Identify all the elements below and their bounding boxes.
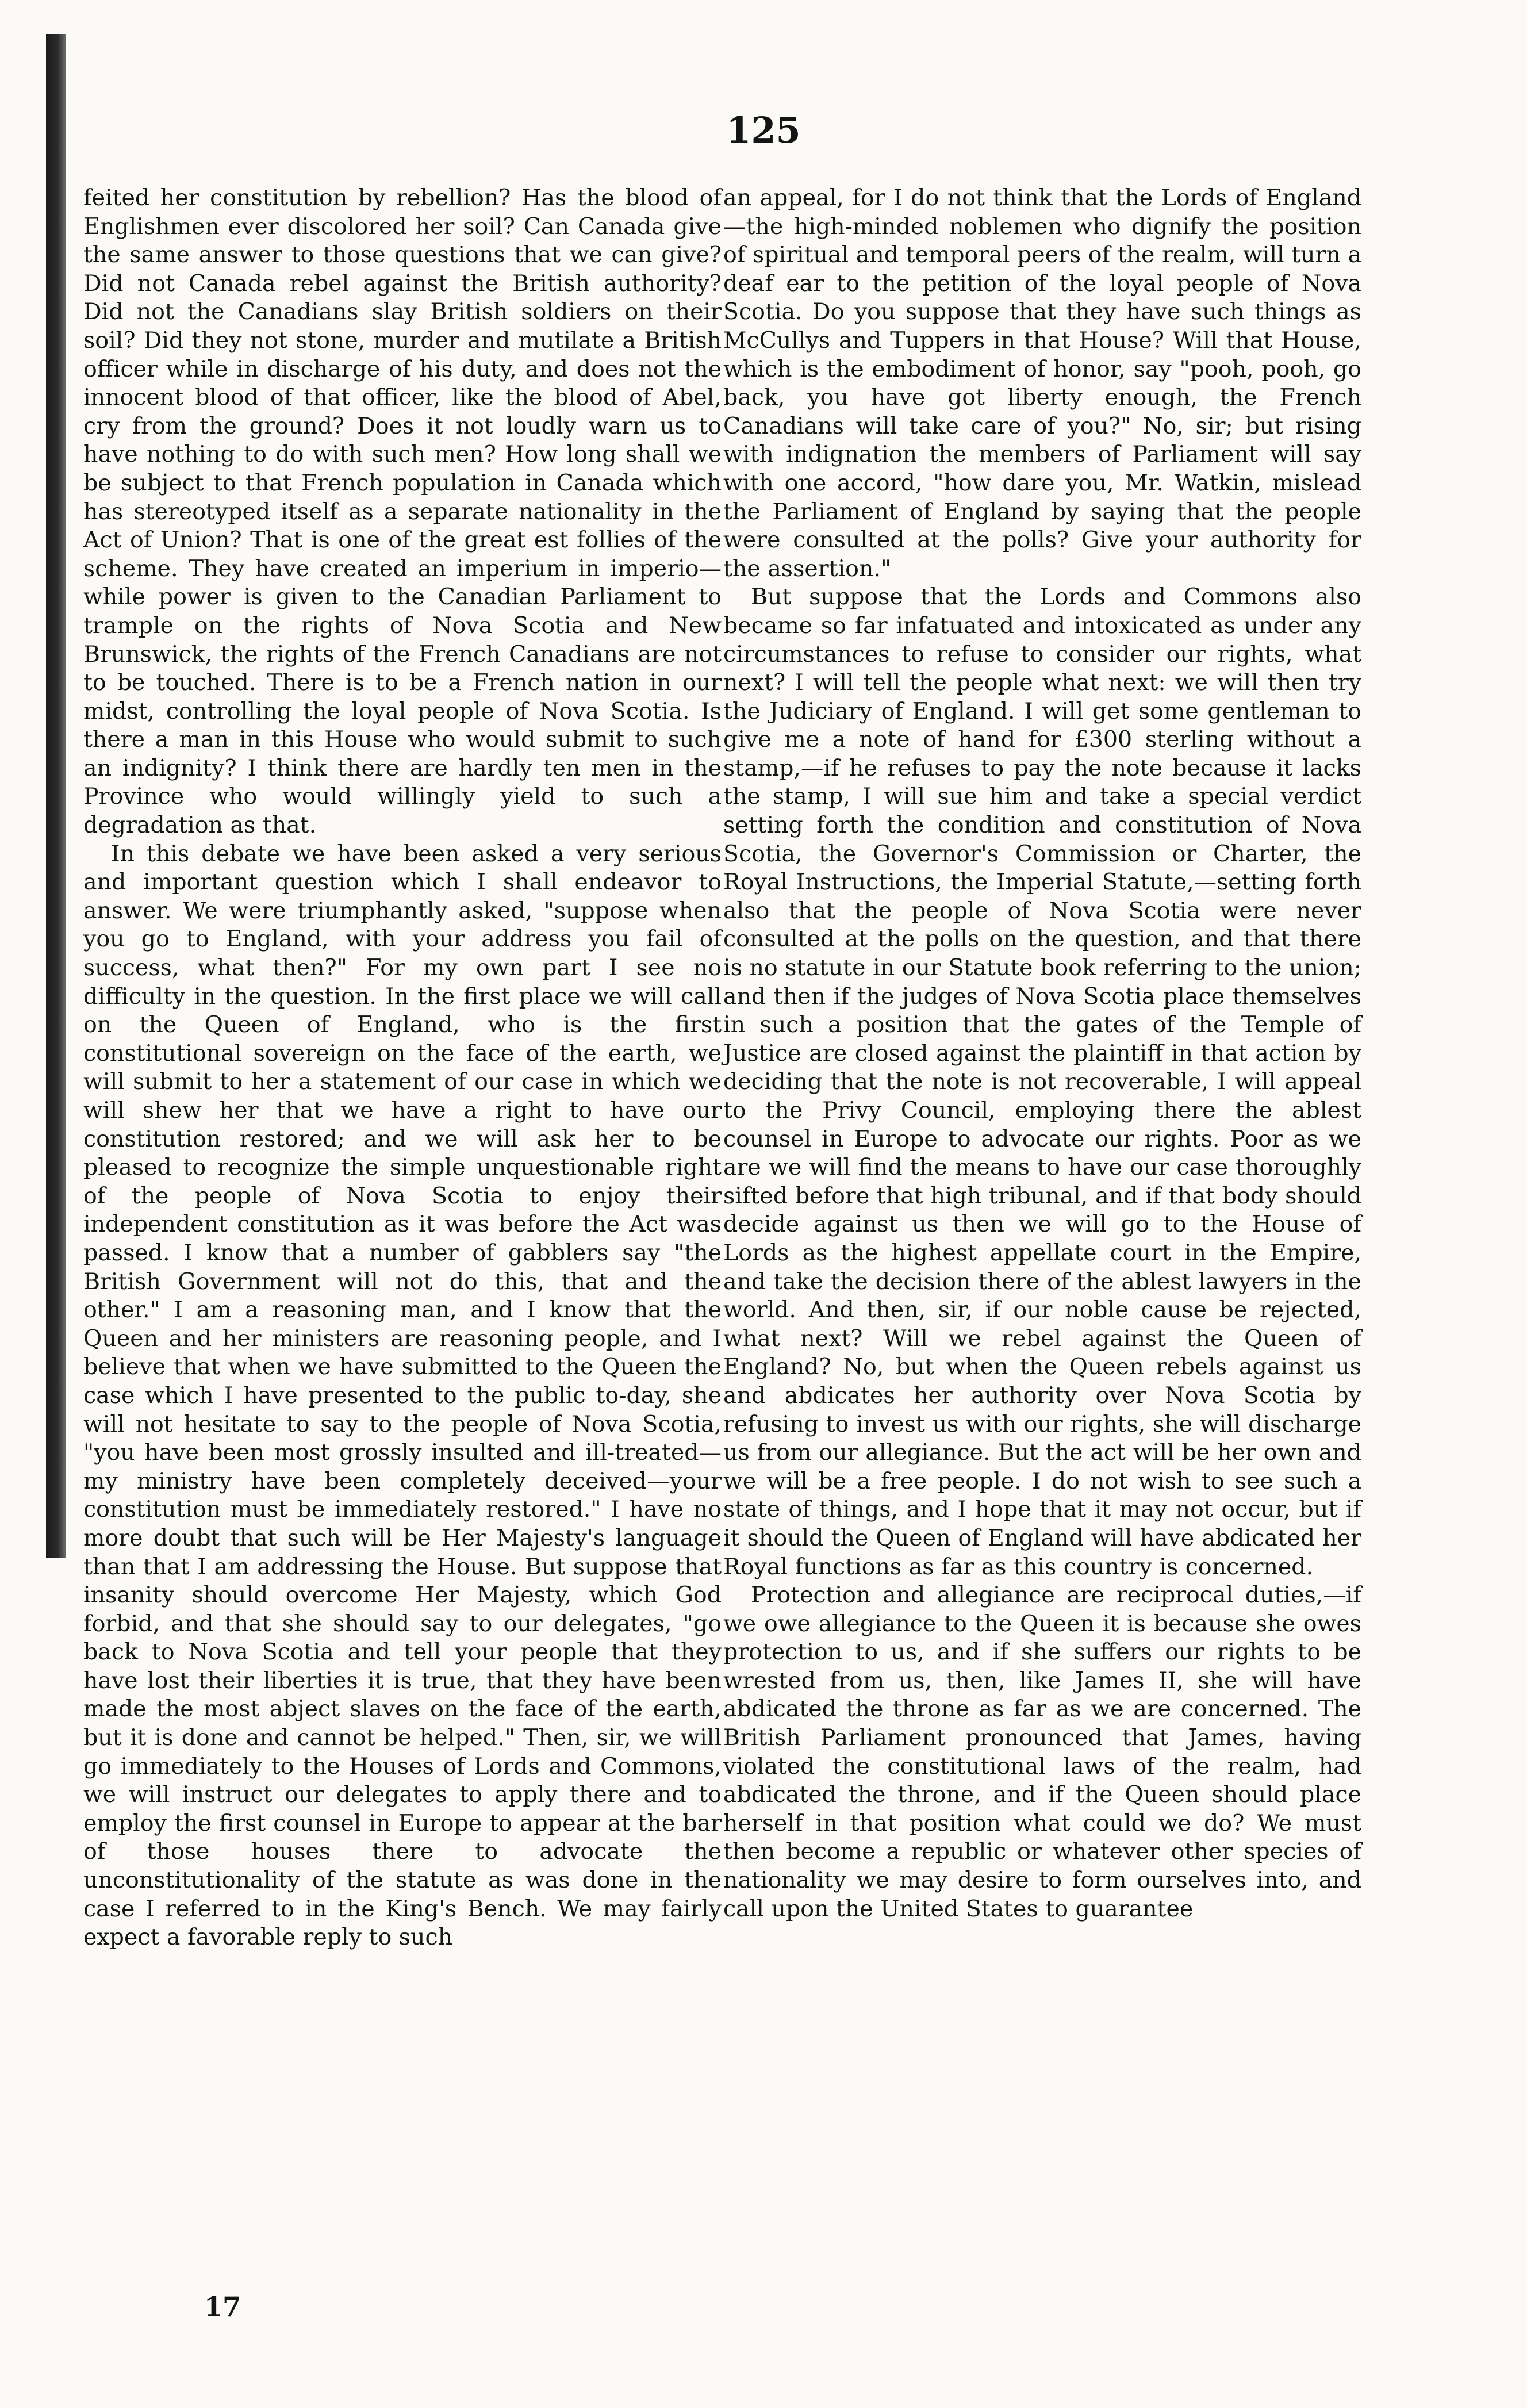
paragraph-continued: an appeal, for I do not think that the Lords of England—the high-minded noblemen who dignify the position of spiritual and temporal peers of the realm, will turn a deaf ear to the petition of the loyal people of Nova Scotia. Do you suppose that they have such things as McCullys and Tuppers in that House? Will that House, which is the embodiment of honor, say "pooh, pooh, go back, you have got liberty enough, the French Canadians will take care of you?" No, sir; but rising with indignation the members of Parliament will say with one accord, "how dare you, Mr. Watkin, mislead the Parliament of England by saying that the people were consulted at the polls? Give your authority for the assertion." <box>723 185 1361 582</box>
signature-mark: 17 <box>204 2291 241 2322</box>
paragraph-continued: feited her constitution by rebellion? Has the blood of Englishmen ever discolored her soil? Can Canada give the same answer to those questions that we can give? Did not Canada rebel against the British authority? Did not the Canadians slay British soldiers on their soil? Did they not stone, murder and mutilate a British officer while in discharge of his duty, and does not the innocent blood of that officer, like the blood of Abel, cry from the ground? Does it not loudly warn us to have nothing to do with such men? How long shall we be subject to that French population in Canada which has stereotyped itself as a separate nationality in the Act of Union? That is one of the great est follies of the scheme. They have created an imperium in imperio—while power is given to the Canadian Parliament to trample on the rights of Nova Scotia and New Brunswick, the rights of the French Canadians are not to be touched. There is to be a French nation in our midst, controlling the loyal people of Nova Scotia. Is there a man in this House who would submit to such an indignity? I think there are hardly ten men in the Province who would willingly yield to such a degradation as that. <box>83 185 722 839</box>
right-column <box>723 184 1361 1923</box>
paragraph: Protection and allegiance are reciprocal duties,—if we owe allegiance to the Queen it is because she owes protection to us, and if she suffers our rights to be wrested from us, then, like James II, she will have abdicated the throne as far as we are concerned. The British Parliament pronounced that James, having violated the constitutional laws of the realm, had abdicated the throne, and if the Queen should place herself in that position what could we do? We must then become a republic or whatever other species of nationality we may desire to form ourselves into, and call upon the United States to guarantee <box>723 1582 1361 1922</box>
left-column <box>83 184 722 1952</box>
paragraph: But suppose that the Lords and Commons also became so far infatuated and intoxicated as under any circumstances to refuse to consider our rights, what next? I will tell the people what next: we will then try the Judiciary of England. I will get some gentleman to give me a note of hand for £300 sterling without a stamp,—if he refuses to pay the note because it lacks the stamp, I will sue him and take a special verdict setting forth the condition and constitution of Nova Scotia, the Governor's Commission or Charter, the Royal Instructions, the Imperial Statute,—setting forth also that the people of Nova Scotia were never consulted at the polls on the question, and that there is no statute in our Statute book referring to the union; and then if the judges of Nova Scotia place themselves in such a position that the gates of the Temple of Justice are closed against the plaintiff in that action by deciding that the note is not recoverable, I will appeal to the Privy Council, employing there the ablest counsel in Europe to advocate our rights. Poor as we are we will find the means to have our case thoroughly sifted before that high tribunal, and if that body should decide against us then we will go to the House of Lords as the highest appellate court in the Empire, and take the decision there of the ablest lawyers in the world. And then, sir, if our noble cause be rejected, what next? Will we rebel against the Queen of England? No, but when the Queen rebels against us and abdicates her authority over Nova Scotia by refusing to invest us with our rights, she will discharge us from our allegiance. But the act will be her own and we will be a free people. I do not wish to see such a state of things, and I hope that it may not occur, but if it should the Queen of England will have abdicated her Royal functions as far as this country is concerned. <box>723 584 1361 1580</box>
binding-shadow <box>46 34 66 1558</box>
paragraph: In this debate we have been asked a very serious and important question which I shall endeavor to answer. We were triumphantly asked, "suppose when you go to England, with your address you fail of success, what then?" For my own part I see no difficulty in the question. In the first place we will call on the Queen of England, who is the first constitutional sovereign on the face of the earth, we will submit to her a statement of our case in which we will shew her that we have a right to have our constitution restored; and we will ask her to be pleased to recognize the simple unquestionable right of the people of Nova Scotia to enjoy their independent constitution as it was before the Act was passed. I know that a number of gabblers say "the British Government will not do this, that and the other." I am a reasoning man, and I know that the Queen and her ministers are reasoning people, and I believe that when we have submitted to the Queen the case which I have presented to the public to-day, she will not hesitate to say to the people of Nova Scotia, "you have been most grossly insulted and ill-treated—my ministry have been completely deceived—your constitution must be immediately restored." I have no more doubt that such will be Her Majesty's language than that I am addressing the House. But suppose that insanity should overcome Her Majesty, which God forbid, and that she should say to our delegates, "go back to Nova Scotia and tell your people that they have lost their liberties it is true, that they have been made the most abject slaves on the face of the earth, but it is done and cannot be helped." Then, sir, we will go immediately to the Houses of Lords and Commons, we will instruct our delegates to apply there and to employ the first counsel in Europe to appear at the bar of those houses there to advocate the unconstitutionality of the statute as was done in the case I referred to in the King's Bench. We may fairly expect a favorable reply to such <box>83 840 722 1951</box>
page-number: 125 <box>726 109 801 151</box>
